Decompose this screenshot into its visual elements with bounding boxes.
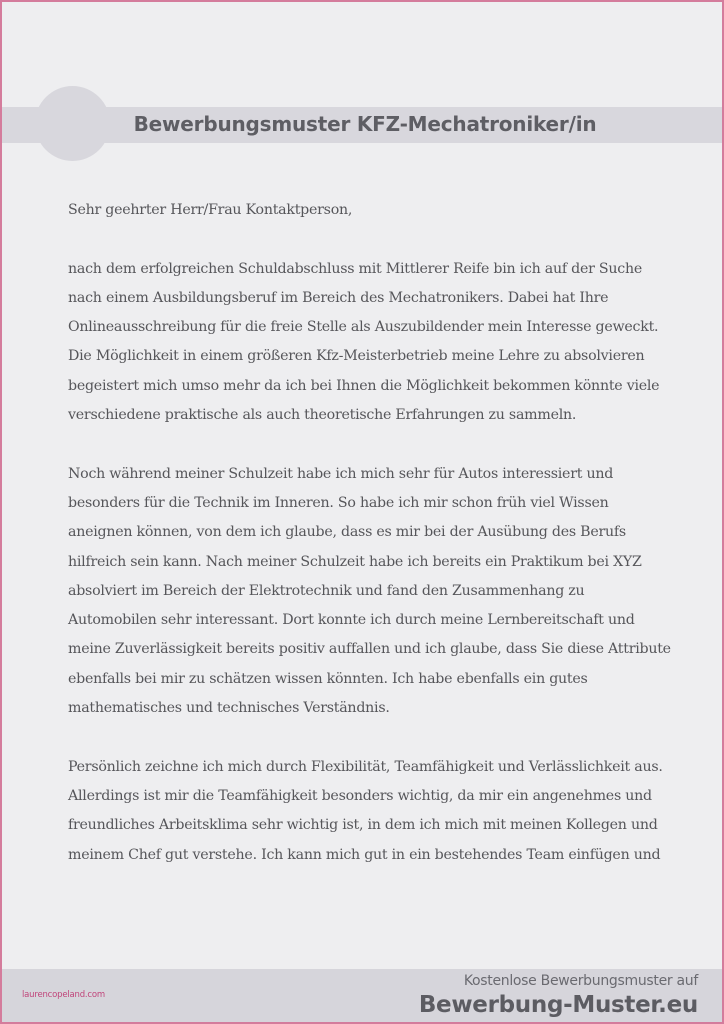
text-line: nach dem erfolgreichen Schuldabschluss mit Mittlerer Reife bin ich auf der Suche [68, 260, 642, 277]
document-title: Bewerbungsmuster KFZ-Mechatroniker/in [133, 112, 597, 136]
footer-brand-logo: Bewerbung-Muster.eu [418, 992, 698, 1018]
text-line: verschiedene praktische als auch theoretische Erfahrungen zu sammeln. [68, 407, 577, 424]
paragraph-2 [68, 460, 671, 724]
paragraph-spacer [68, 723, 668, 752]
text-line: hilfreich sein kann. Nach meiner Schulzeit habe ich bereits ein Praktikum bei XYZ [68, 553, 642, 570]
text-line: Die Möglichkeit in einem größeren Kfz-Meisterbetrieb meine Lehre zu absolvieren [68, 348, 645, 365]
text-line: aneignen können, von dem ich glaube, dass es mir bei der Ausübung des Berufs [68, 524, 626, 541]
watermark-link[interactable]: laurencopeland.com [22, 990, 105, 1000]
text-line: freundliches Arbeitsklima sehr wichtig ist, in dem ich mich mit meinen Kollegen und [68, 817, 658, 834]
footer-tagline: Kostenlose Bewerbungsmuster auf [463, 973, 698, 989]
paragraph-1 [68, 255, 668, 431]
text-line: besonders für die Technik im Inneren. So habe ich mir schon früh viel Wissen [68, 494, 609, 511]
text-line: Noch während meiner Schulzeit habe ich mich sehr für Autos interessiert und [68, 465, 614, 482]
paragraph-spacer [68, 430, 668, 459]
paragraph-3 [68, 753, 668, 870]
text-line: begeistert mich umso mehr da ich bei Ihnen die Möglichkeit bekommen könnte viele [68, 377, 660, 394]
text-line: mathematisches und technisches Verständnis. [68, 700, 390, 717]
text-line: nach einem Ausbildungsberuf im Bereich des Mechatronikers. Dabei hat Ihre [68, 289, 609, 306]
text-line: Persönlich zeichne ich mich durch Flexibilität, Teamfähigkeit und Verlässlichkeit aus. [68, 758, 663, 775]
salutation: Sehr geehrter Herr/Frau Kontaktperson, [68, 202, 353, 218]
text-line: Allerdings ist mir die Teamfähigkeit besonders wichtig, da mir ein angenehmes und [68, 787, 652, 804]
text-line: Automobilen sehr interessant. Dort konnte ich durch meine Lernbereitschaft und [68, 612, 635, 629]
text-line: absolviert im Bereich der Elektrotechnik und fand den Zusammenhang zu [68, 582, 585, 599]
text-line: meine Zuverlässigkeit bereits positiv auffallen und ich glaube, dass Sie diese Attribute [68, 641, 671, 658]
text-line: meinem Chef gut verstehe. Ich kann mich gut in ein bestehendes Team einfügen und [68, 846, 661, 863]
text-line: Onlineausschreibung für die freie Stelle als Auszubildender mein Interesse geweckt. [68, 319, 659, 336]
letter-body [68, 196, 671, 870]
text-line: ebenfalls bei mir zu schätzen wissen könnten. Ich habe ebenfalls ein gutes [68, 670, 588, 687]
